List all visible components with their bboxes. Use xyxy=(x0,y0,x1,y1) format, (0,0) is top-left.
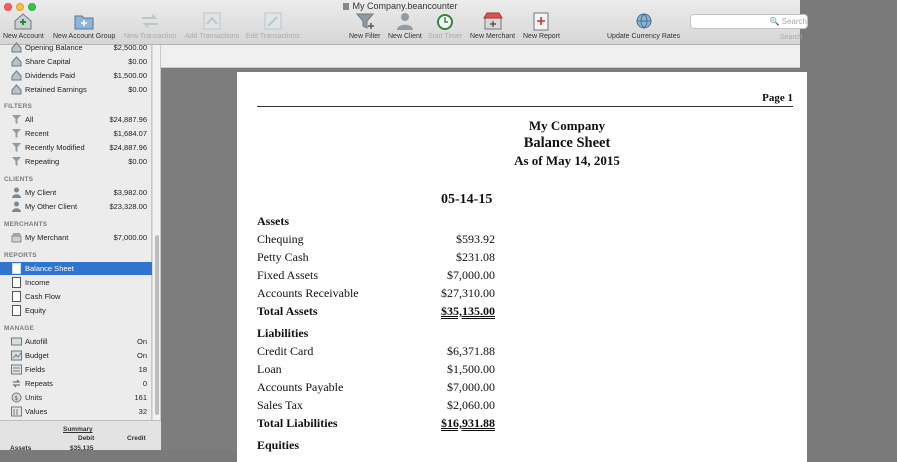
line-label: Fixed Assets xyxy=(257,268,319,282)
edit-transactions-button[interactable]: Edit Transactions xyxy=(246,11,300,40)
document-icon xyxy=(343,3,349,10)
line-amount: $231.08 xyxy=(456,250,495,264)
new-account-group-button[interactable]: New Account Group xyxy=(53,11,115,40)
report-view-header xyxy=(161,45,800,68)
total-liabilities-label: Total Liabilities xyxy=(257,416,338,430)
report-title: Balance Sheet xyxy=(523,135,611,151)
report-icon xyxy=(11,305,22,316)
line-amount: $27,310.00 xyxy=(441,286,495,300)
line-label: Petty Cash xyxy=(257,250,309,264)
account-opening-balance[interactable]: Opening Balance $2,500.00 xyxy=(0,41,152,54)
house-icon xyxy=(11,42,22,53)
line-amount: $2,060.00 xyxy=(447,398,495,412)
report-balance-sheet[interactable]: Balance Sheet xyxy=(0,262,152,275)
client-my-client[interactable]: My Client $3,982.00 xyxy=(0,186,152,199)
reports-header: REPORTS xyxy=(4,252,37,259)
funnel-icon xyxy=(11,128,22,139)
merchant-my-merchant[interactable]: My Merchant $7,000.00 xyxy=(0,231,152,244)
person-plus-icon xyxy=(394,11,416,31)
folder-plus-icon xyxy=(73,11,95,31)
storefront-icon xyxy=(11,232,22,243)
account-retained-earnings[interactable]: Retained Earnings $0.00 xyxy=(0,83,152,96)
person-icon xyxy=(11,201,22,212)
line-amount: $7,000.00 xyxy=(447,268,495,282)
new-account-button[interactable]: New Account xyxy=(3,11,44,40)
account-share-capital[interactable]: Share Capital $0.00 xyxy=(0,55,152,68)
add-transactions-icon xyxy=(201,11,223,31)
transfer-arrows-icon xyxy=(139,11,161,31)
repeat-icon xyxy=(11,378,22,389)
new-transaction-button[interactable]: New Transaction xyxy=(124,11,176,40)
report-page xyxy=(237,72,807,462)
report-as-of: As of May 14, 2015 xyxy=(514,153,620,168)
report-company: My Company xyxy=(528,118,606,133)
equities-header: Equities xyxy=(257,438,300,452)
merchants-header: MERCHANTS xyxy=(4,221,48,228)
house-icon xyxy=(11,56,22,67)
client-my-other-client[interactable]: My Other Client $23,328.00 xyxy=(0,200,152,213)
summary-assets-debit: $35,135 xyxy=(70,445,94,452)
report-icon xyxy=(11,277,22,288)
assets-header: Assets xyxy=(257,214,289,228)
line-label: Credit Card xyxy=(257,344,314,358)
report-icon xyxy=(11,263,22,274)
globe-refresh-icon xyxy=(633,11,655,31)
filter-recently-modified[interactable]: Recently Modified $24,887.96 xyxy=(0,141,152,154)
sidebar-scrollbar[interactable] xyxy=(152,45,161,420)
header-rule xyxy=(257,106,793,107)
report-icon xyxy=(11,291,22,302)
filter-repeating[interactable]: Repeating $0.00 xyxy=(0,155,152,168)
summary-credit-header: Credit xyxy=(127,435,146,442)
search-field[interactable]: 🔍 Search xyxy=(690,14,808,29)
manage-header: MANAGE xyxy=(4,325,35,332)
line-label: Accounts Payable xyxy=(257,380,344,394)
summary-assets-label: Assets xyxy=(10,445,32,452)
line-amount: $7,000.00 xyxy=(447,380,495,394)
update-currency-rates-button[interactable]: Update Currency Rates xyxy=(607,11,680,40)
timer-icon xyxy=(434,11,456,31)
line-amount: $593.92 xyxy=(456,232,495,246)
line-label: Chequing xyxy=(257,232,304,246)
sidebar xyxy=(0,45,152,420)
filters-header: FILTERS xyxy=(4,103,32,110)
line-label: Loan xyxy=(257,362,282,376)
filter-recent[interactable]: Recent $1,684.07 xyxy=(0,127,152,140)
funnel-icon xyxy=(11,156,22,167)
column-date: 05-14-15 xyxy=(441,192,493,207)
report-view[interactable] xyxy=(161,45,800,450)
report-plus-icon xyxy=(530,11,552,31)
fields-icon xyxy=(11,364,22,375)
total-assets-label: Total Assets xyxy=(257,304,318,318)
house-icon xyxy=(11,70,22,81)
summary-title: Summary xyxy=(63,426,93,433)
report-cash-flow[interactable]: Cash Flow xyxy=(0,290,152,303)
search-label: Search xyxy=(780,34,803,41)
funnel-plus-icon xyxy=(354,11,376,31)
house-icon xyxy=(11,84,22,95)
manage-values[interactable]: Values 32 xyxy=(0,405,152,418)
report-equity[interactable]: Equity xyxy=(0,304,152,317)
manage-units[interactable]: $ Units 161 xyxy=(0,391,152,404)
manage-fields[interactable]: Fields 18 xyxy=(0,363,152,376)
page-number: Page 1 xyxy=(762,92,793,104)
total-liabilities-amount: $16,931.88 xyxy=(441,416,495,430)
liabilities-header: Liabilities xyxy=(257,326,309,340)
window-title: My Company.beancounter xyxy=(0,1,800,11)
summary-debit-header: Debit xyxy=(78,435,95,442)
svg-text:$: $ xyxy=(14,395,19,402)
new-client-button[interactable]: New Client xyxy=(388,11,422,40)
total-assets-amount: $35,135.00 xyxy=(441,304,495,318)
add-transactions-button[interactable]: Add Transactions xyxy=(185,11,239,40)
autofill-icon xyxy=(11,336,22,347)
search-icon: 🔍 xyxy=(769,17,782,26)
account-dividends-paid[interactable]: Dividends Paid $1,500.00 xyxy=(0,69,152,82)
summary-panel xyxy=(0,420,161,450)
values-icon xyxy=(11,406,22,417)
toolbar xyxy=(0,0,807,45)
units-icon xyxy=(11,392,22,403)
clients-header: CLIENTS xyxy=(4,176,34,183)
line-amount: $6,371.88 xyxy=(447,344,495,358)
new-report-button[interactable]: New Report xyxy=(523,11,560,40)
manage-autofill[interactable]: Autofill On xyxy=(0,335,152,348)
manage-repeats[interactable]: Repeats 0 xyxy=(0,377,152,390)
start-timer-button[interactable]: Start Timer xyxy=(428,11,462,40)
new-filter-button[interactable]: New Filter xyxy=(349,11,381,40)
storefront-plus-icon xyxy=(482,11,504,31)
report-income[interactable]: Income xyxy=(0,276,152,289)
line-amount: $1,500.00 xyxy=(447,362,495,376)
house-plus-icon xyxy=(12,11,34,31)
budget-icon xyxy=(11,350,22,361)
filter-all[interactable]: All $24,887.96 xyxy=(0,113,152,126)
line-label: Accounts Receivable xyxy=(257,286,359,300)
sidebar-scrollbar-thumb[interactable] xyxy=(155,235,159,415)
funnel-icon xyxy=(11,114,22,125)
person-icon xyxy=(11,187,22,198)
line-label: Sales Tax xyxy=(257,398,303,412)
new-merchant-button[interactable]: New Merchant xyxy=(470,11,515,40)
funnel-icon xyxy=(11,142,22,153)
manage-budget[interactable]: Budget On xyxy=(0,349,152,362)
edit-transactions-icon xyxy=(262,11,284,31)
